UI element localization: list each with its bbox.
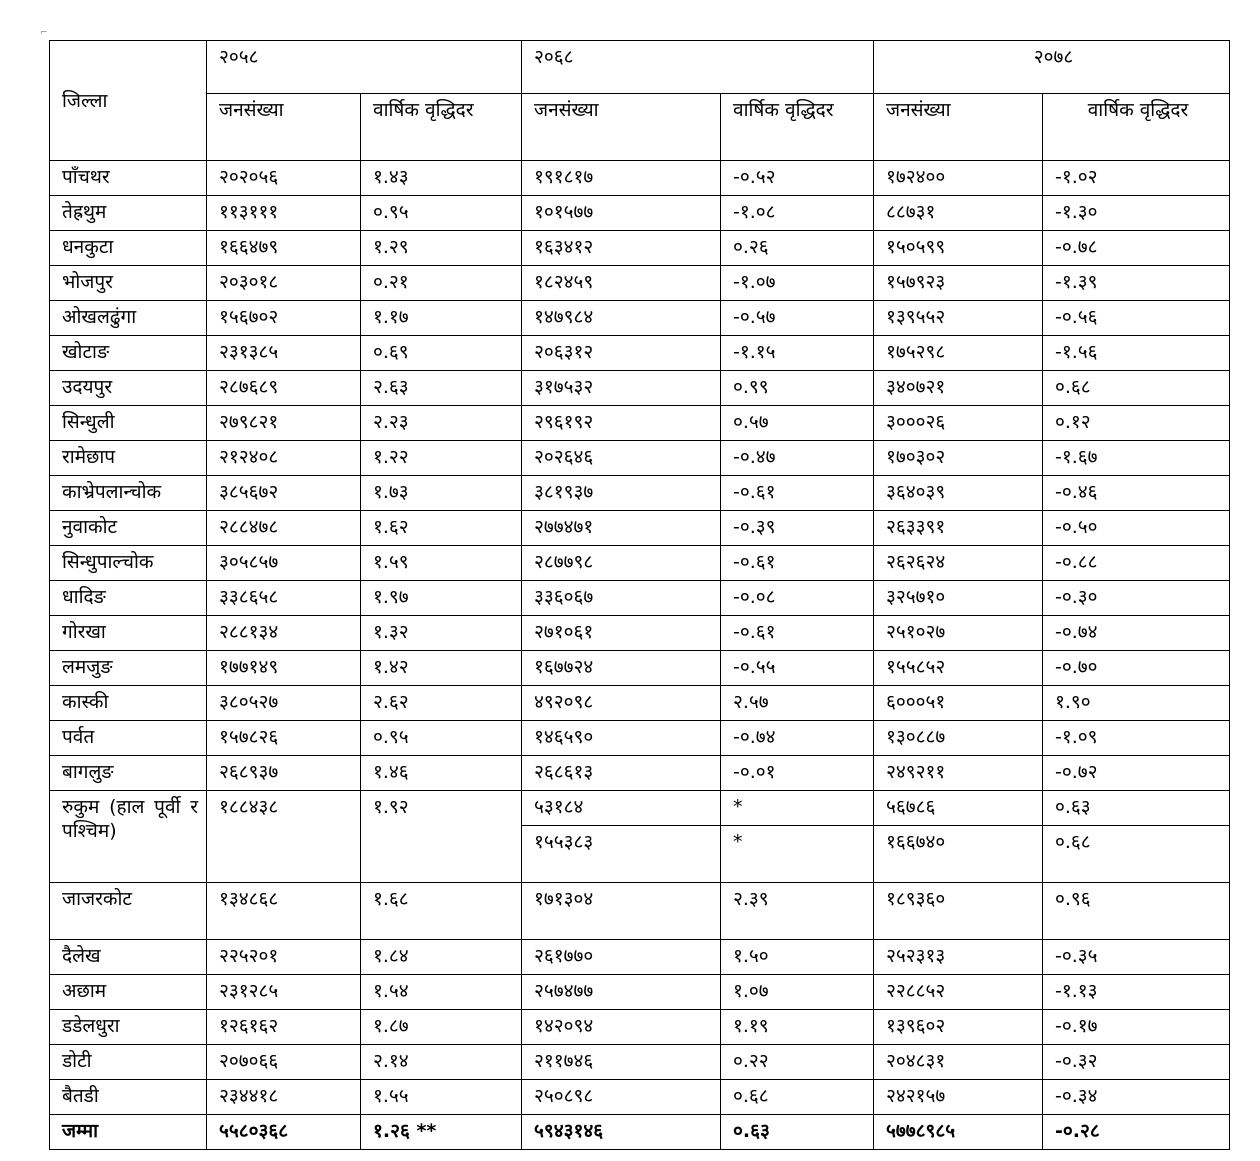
table-row bbox=[50, 721, 1230, 756]
population-2078-cell: २४२१५७ bbox=[874, 1080, 1043, 1115]
district-cell: रुकुम (हाल पूर्वी र पश्चिम) bbox=[50, 791, 207, 883]
population-2058-cell: २२५२०१ bbox=[207, 940, 361, 975]
table-row bbox=[50, 161, 1230, 196]
population-2068-cell: ३१७५३२ bbox=[522, 371, 721, 406]
table-row bbox=[50, 1010, 1230, 1045]
growth-2078-cell: -०.४६ bbox=[1043, 476, 1230, 511]
total-row bbox=[50, 1115, 1230, 1150]
population-2078-cell: १७०३०२ bbox=[874, 441, 1043, 476]
total-growth-2058-cell: १.२६ ** bbox=[361, 1115, 522, 1150]
growth-2078-cell: -१.६७ bbox=[1043, 441, 1230, 476]
district-cell: डोटी bbox=[50, 1045, 207, 1080]
growth-2078-cell: ०.६८ bbox=[1043, 826, 1230, 883]
table-row bbox=[50, 581, 1230, 616]
growth-2068-cell: -०.३९ bbox=[721, 511, 874, 546]
growth-2078-cell: ०.६८ bbox=[1043, 371, 1230, 406]
growth-2068-cell: ०.२२ bbox=[721, 1045, 874, 1080]
district-cell: भोजपुर bbox=[50, 266, 207, 301]
population-2068-cell: १०१५७७ bbox=[522, 196, 721, 231]
district-cell: रामेछाप bbox=[50, 441, 207, 476]
population-2058-cell: १७७१४९ bbox=[207, 651, 361, 686]
growth-2078-cell: -०.३५ bbox=[1043, 940, 1230, 975]
growth-2058-cell: १.९२ bbox=[361, 791, 522, 883]
population-2068-cell: २५०८९८ bbox=[522, 1080, 721, 1115]
growth-2068-cell: १.५० bbox=[721, 940, 874, 975]
growth-2058-cell: १.७३ bbox=[361, 476, 522, 511]
population-2068-cell: २६१७७० bbox=[522, 940, 721, 975]
table-row bbox=[50, 336, 1230, 371]
population-2068-cell: ३३६०६७ bbox=[522, 581, 721, 616]
growth-2058-cell: २.१४ bbox=[361, 1045, 522, 1080]
growth-2068-cell: -०.६१ bbox=[721, 476, 874, 511]
growth-2058-cell: ०.६९ bbox=[361, 336, 522, 371]
district-cell: कास्की bbox=[50, 686, 207, 721]
growth-2078-cell: -०.१७ bbox=[1043, 1010, 1230, 1045]
total-population-2058-cell: ५५८०३६८ bbox=[207, 1115, 361, 1150]
header-row-sub bbox=[50, 94, 1230, 161]
district-cell: अछाम bbox=[50, 975, 207, 1010]
district-cell: सिन्धुली bbox=[50, 406, 207, 441]
growth-2068-cell: -०.६१ bbox=[721, 616, 874, 651]
district-cell: उदयपुर bbox=[50, 371, 207, 406]
population-2058-cell: २७९८२१ bbox=[207, 406, 361, 441]
growth-2068-cell: -१.०७ bbox=[721, 266, 874, 301]
growth-2058-cell: १.८७ bbox=[361, 1010, 522, 1045]
population-2068-cell: १४७९८४ bbox=[522, 301, 721, 336]
growth-2068-cell: -०.५७ bbox=[721, 301, 874, 336]
growth-2068-cell: -०.५५ bbox=[721, 651, 874, 686]
population-2068-cell: १५५३८३ bbox=[522, 826, 721, 883]
growth-2068-cell: -०.०८ bbox=[721, 581, 874, 616]
growth-2078-cell: -१.३० bbox=[1043, 196, 1230, 231]
population-2078-cell: २५१०२७ bbox=[874, 616, 1043, 651]
growth-2078-cell: -१.०९ bbox=[1043, 721, 1230, 756]
growth-2058-cell: १.९७ bbox=[361, 581, 522, 616]
table-row bbox=[50, 511, 1230, 546]
growth-2068-cell: १.१९ bbox=[721, 1010, 874, 1045]
growth-2068-cell: ०.२६ bbox=[721, 231, 874, 266]
population-2058-cell: २३१२८५ bbox=[207, 975, 361, 1010]
growth-2078-cell: -०.७२ bbox=[1043, 756, 1230, 791]
growth-2058-cell: १.१७ bbox=[361, 301, 522, 336]
growth-2068-cell: -०.६१ bbox=[721, 546, 874, 581]
population-header-2068: जनसंख्या bbox=[522, 94, 721, 161]
growth-2078-cell: ०.१२ bbox=[1043, 406, 1230, 441]
district-cell: पर्वत bbox=[50, 721, 207, 756]
population-2058-cell: २३४४१८ bbox=[207, 1080, 361, 1115]
district-cell: काभ्रेपलान्चोक bbox=[50, 476, 207, 511]
total-growth-2068-cell: ०.६३ bbox=[721, 1115, 874, 1150]
population-2078-cell: ३४०७२१ bbox=[874, 371, 1043, 406]
population-2058-cell: ३३८६५८ bbox=[207, 581, 361, 616]
growth-header-2068: वार्षिक वृद्धिदर bbox=[721, 94, 874, 161]
growth-header-2078: वार्षिक वृद्धिदर bbox=[1043, 94, 1230, 161]
growth-2078-cell: -०.७८ bbox=[1043, 231, 1230, 266]
table-row-rukum bbox=[50, 791, 1230, 826]
total-population-2068-cell: ५९४३१४६ bbox=[522, 1115, 721, 1150]
growth-2058-cell: १.५९ bbox=[361, 546, 522, 581]
growth-2078-cell: -०.३२ bbox=[1043, 1045, 1230, 1080]
growth-2068-cell: -१.०८ bbox=[721, 196, 874, 231]
growth-2078-cell: -०.५६ bbox=[1043, 301, 1230, 336]
growth-2078-cell: १.९० bbox=[1043, 686, 1230, 721]
growth-2058-cell: १.६८ bbox=[361, 883, 522, 940]
population-2078-cell: ३०००२६ bbox=[874, 406, 1043, 441]
population-2068-cell: २०६३१२ bbox=[522, 336, 721, 371]
population-2078-cell: १८९३६० bbox=[874, 883, 1043, 940]
population-2078-cell: १५७९२३ bbox=[874, 266, 1043, 301]
population-2068-cell: १६७७२४ bbox=[522, 651, 721, 686]
population-2068-cell: २८७७९८ bbox=[522, 546, 721, 581]
population-2058-cell: २३१३८५ bbox=[207, 336, 361, 371]
population-2058-cell: १५७८२६ bbox=[207, 721, 361, 756]
table-row bbox=[50, 686, 1230, 721]
population-2058-cell: ३८०५२७ bbox=[207, 686, 361, 721]
population-2078-cell: १६६७४० bbox=[874, 826, 1043, 883]
growth-2068-cell: -१.१५ bbox=[721, 336, 874, 371]
district-cell: डडेलधुरा bbox=[50, 1010, 207, 1045]
growth-2078-cell: -१.५६ bbox=[1043, 336, 1230, 371]
growth-2068-cell: २.३९ bbox=[721, 883, 874, 940]
population-2078-cell: १७५२९८ bbox=[874, 336, 1043, 371]
population-2078-cell: १३९५५२ bbox=[874, 301, 1043, 336]
table-row bbox=[50, 940, 1230, 975]
growth-2058-cell: २.२३ bbox=[361, 406, 522, 441]
population-2058-cell: २८८१३४ bbox=[207, 616, 361, 651]
population-2058-cell: २१२४०८ bbox=[207, 441, 361, 476]
growth-2058-cell: २.६२ bbox=[361, 686, 522, 721]
district-cell: ओखलढुंगा bbox=[50, 301, 207, 336]
growth-2058-cell: ०.२१ bbox=[361, 266, 522, 301]
total-growth-2078-cell: -०.२८ bbox=[1043, 1115, 1230, 1150]
district-cell: जाजरकोट bbox=[50, 883, 207, 940]
growth-2078-cell: -०.७४ bbox=[1043, 616, 1230, 651]
population-2068-cell: २९६१९२ bbox=[522, 406, 721, 441]
population-2058-cell: २०३०१८ bbox=[207, 266, 361, 301]
header-row-years bbox=[50, 41, 1230, 94]
population-2078-cell: १५५८५२ bbox=[874, 651, 1043, 686]
table-row bbox=[50, 301, 1230, 336]
population-2068-cell: २७१०६१ bbox=[522, 616, 721, 651]
growth-2068-cell: ०.९९ bbox=[721, 371, 874, 406]
table-row bbox=[50, 756, 1230, 791]
growth-2068-cell: ०.६८ bbox=[721, 1080, 874, 1115]
growth-2068-cell: ०.५७ bbox=[721, 406, 874, 441]
district-cell: दैलेख bbox=[50, 940, 207, 975]
population-2058-cell: २८७६८९ bbox=[207, 371, 361, 406]
population-header-2058: जनसंख्या bbox=[207, 94, 361, 161]
growth-2068-cell: * bbox=[721, 791, 874, 826]
population-2058-cell: १५६७०२ bbox=[207, 301, 361, 336]
growth-2078-cell: -१.०२ bbox=[1043, 161, 1230, 196]
population-2078-cell: २०४८३१ bbox=[874, 1045, 1043, 1080]
population-2078-cell: २६२६२४ bbox=[874, 546, 1043, 581]
table-row bbox=[50, 231, 1230, 266]
growth-2078-cell: ०.६३ bbox=[1043, 791, 1230, 826]
year-header-2078: २०७८ bbox=[874, 41, 1230, 94]
growth-2078-cell: -०.३४ bbox=[1043, 1080, 1230, 1115]
district-cell: बागलुङ bbox=[50, 756, 207, 791]
population-2058-cell: २०२०५६ bbox=[207, 161, 361, 196]
district-cell: खोटाङ bbox=[50, 336, 207, 371]
growth-2068-cell: * bbox=[721, 826, 874, 883]
growth-2068-cell: -०.०१ bbox=[721, 756, 874, 791]
population-2058-cell: २६८९३७ bbox=[207, 756, 361, 791]
table-row bbox=[50, 1045, 1230, 1080]
growth-2058-cell: १.३२ bbox=[361, 616, 522, 651]
growth-header-2058: वार्षिक वृद्धिदर bbox=[361, 94, 522, 161]
growth-2078-cell: -०.७० bbox=[1043, 651, 1230, 686]
population-2068-cell: २५७४७७ bbox=[522, 975, 721, 1010]
growth-2058-cell: १.६२ bbox=[361, 511, 522, 546]
population-2068-cell: २११७४६ bbox=[522, 1045, 721, 1080]
growth-2058-cell: १.२९ bbox=[361, 231, 522, 266]
growth-2078-cell: -१.३९ bbox=[1043, 266, 1230, 301]
population-2078-cell: १५०५९९ bbox=[874, 231, 1043, 266]
year-header-2068: २०६८ bbox=[522, 41, 874, 94]
district-cell: तेह्रथुम bbox=[50, 196, 207, 231]
table-row bbox=[50, 371, 1230, 406]
table-row bbox=[50, 616, 1230, 651]
district-cell: धनकुटा bbox=[50, 231, 207, 266]
population-2068-cell: ४९२०९८ bbox=[522, 686, 721, 721]
population-2068-cell: २६८६१३ bbox=[522, 756, 721, 791]
population-2068-cell: २७७४७१ bbox=[522, 511, 721, 546]
growth-2078-cell: -१.१३ bbox=[1043, 975, 1230, 1010]
population-2068-cell: १४२०९४ bbox=[522, 1010, 721, 1045]
corner-mark: ⌐ bbox=[40, 28, 48, 38]
table-row bbox=[50, 651, 1230, 686]
table-row bbox=[50, 975, 1230, 1010]
population-2068-cell: १४६५९० bbox=[522, 721, 721, 756]
year-header-2058: २०५८ bbox=[207, 41, 522, 94]
table-row bbox=[50, 441, 1230, 476]
total-district-cell: जम्मा bbox=[50, 1115, 207, 1150]
population-2058-cell: १२६१६२ bbox=[207, 1010, 361, 1045]
growth-2068-cell: २.५७ bbox=[721, 686, 874, 721]
population-2068-cell: १८२४५९ bbox=[522, 266, 721, 301]
population-2078-cell: २४९२११ bbox=[874, 756, 1043, 791]
district-cell: धादिङ bbox=[50, 581, 207, 616]
growth-2078-cell: -०.५० bbox=[1043, 511, 1230, 546]
population-2068-cell: ५३१८४ bbox=[522, 791, 721, 826]
population-2058-cell: २०७०६६ bbox=[207, 1045, 361, 1080]
district-cell: सिन्धुपाल्चोक bbox=[50, 546, 207, 581]
growth-2068-cell: १.०७ bbox=[721, 975, 874, 1010]
population-2078-cell: १७२४०० bbox=[874, 161, 1043, 196]
population-2078-cell: २५२३१३ bbox=[874, 940, 1043, 975]
table-row bbox=[50, 196, 1230, 231]
population-2058-cell: २८८४७८ bbox=[207, 511, 361, 546]
population-2078-cell: २६३३९१ bbox=[874, 511, 1043, 546]
population-2068-cell: १६३४१२ bbox=[522, 231, 721, 266]
growth-2068-cell: -०.४७ bbox=[721, 441, 874, 476]
growth-2058-cell: १.४६ bbox=[361, 756, 522, 791]
growth-2058-cell: १.५४ bbox=[361, 975, 522, 1010]
population-2058-cell: १६६४७९ bbox=[207, 231, 361, 266]
table-row bbox=[50, 546, 1230, 581]
district-cell: नुवाकोट bbox=[50, 511, 207, 546]
population-header-2078: जनसंख्या bbox=[874, 94, 1043, 161]
growth-2078-cell: ०.९६ bbox=[1043, 883, 1230, 940]
district-cell: पाँचथर bbox=[50, 161, 207, 196]
district-cell: बैतडी bbox=[50, 1080, 207, 1115]
growth-2058-cell: १.८४ bbox=[361, 940, 522, 975]
district-cell: गोरखा bbox=[50, 616, 207, 651]
total-population-2078-cell: ५७७८९८५ bbox=[874, 1115, 1043, 1150]
population-table bbox=[49, 40, 1230, 1150]
table-row bbox=[50, 476, 1230, 511]
growth-2078-cell: -०.८८ bbox=[1043, 546, 1230, 581]
growth-2058-cell: ०.९५ bbox=[361, 196, 522, 231]
population-2058-cell: १८८४३८ bbox=[207, 791, 361, 883]
table-row bbox=[50, 883, 1230, 940]
district-header: जिल्ला bbox=[50, 41, 207, 161]
population-2078-cell: ३६४०३९ bbox=[874, 476, 1043, 511]
growth-2058-cell: १.४२ bbox=[361, 651, 522, 686]
table-row bbox=[50, 266, 1230, 301]
growth-2058-cell: २.६३ bbox=[361, 371, 522, 406]
table-row bbox=[50, 1080, 1230, 1115]
population-2058-cell: ३०५८५७ bbox=[207, 546, 361, 581]
population-2068-cell: ३८१९३७ bbox=[522, 476, 721, 511]
population-2078-cell: १३०८८७ bbox=[874, 721, 1043, 756]
growth-2068-cell: -०.५२ bbox=[721, 161, 874, 196]
growth-2068-cell: -०.७४ bbox=[721, 721, 874, 756]
table-row bbox=[50, 406, 1230, 441]
district-cell: लमजुङ bbox=[50, 651, 207, 686]
population-2078-cell: ८८७३१ bbox=[874, 196, 1043, 231]
table-body bbox=[50, 161, 1230, 1150]
population-2078-cell: २२८८५२ bbox=[874, 975, 1043, 1010]
growth-2058-cell: ०.९५ bbox=[361, 721, 522, 756]
population-2078-cell: १३९६०२ bbox=[874, 1010, 1043, 1045]
growth-2058-cell: १.२२ bbox=[361, 441, 522, 476]
population-2068-cell: १७१३०४ bbox=[522, 883, 721, 940]
population-2058-cell: ३८५६७२ bbox=[207, 476, 361, 511]
population-2068-cell: १९१८१७ bbox=[522, 161, 721, 196]
growth-2078-cell: -०.३० bbox=[1043, 581, 1230, 616]
growth-2058-cell: १.४३ bbox=[361, 161, 522, 196]
population-2058-cell: ११३१११ bbox=[207, 196, 361, 231]
population-2068-cell: २०२६४६ bbox=[522, 441, 721, 476]
population-2078-cell: ३२५७१० bbox=[874, 581, 1043, 616]
population-2078-cell: ५६७८६ bbox=[874, 791, 1043, 826]
growth-2058-cell: १.५५ bbox=[361, 1080, 522, 1115]
population-2058-cell: १३४८६८ bbox=[207, 883, 361, 940]
population-2078-cell: ६०००५१ bbox=[874, 686, 1043, 721]
